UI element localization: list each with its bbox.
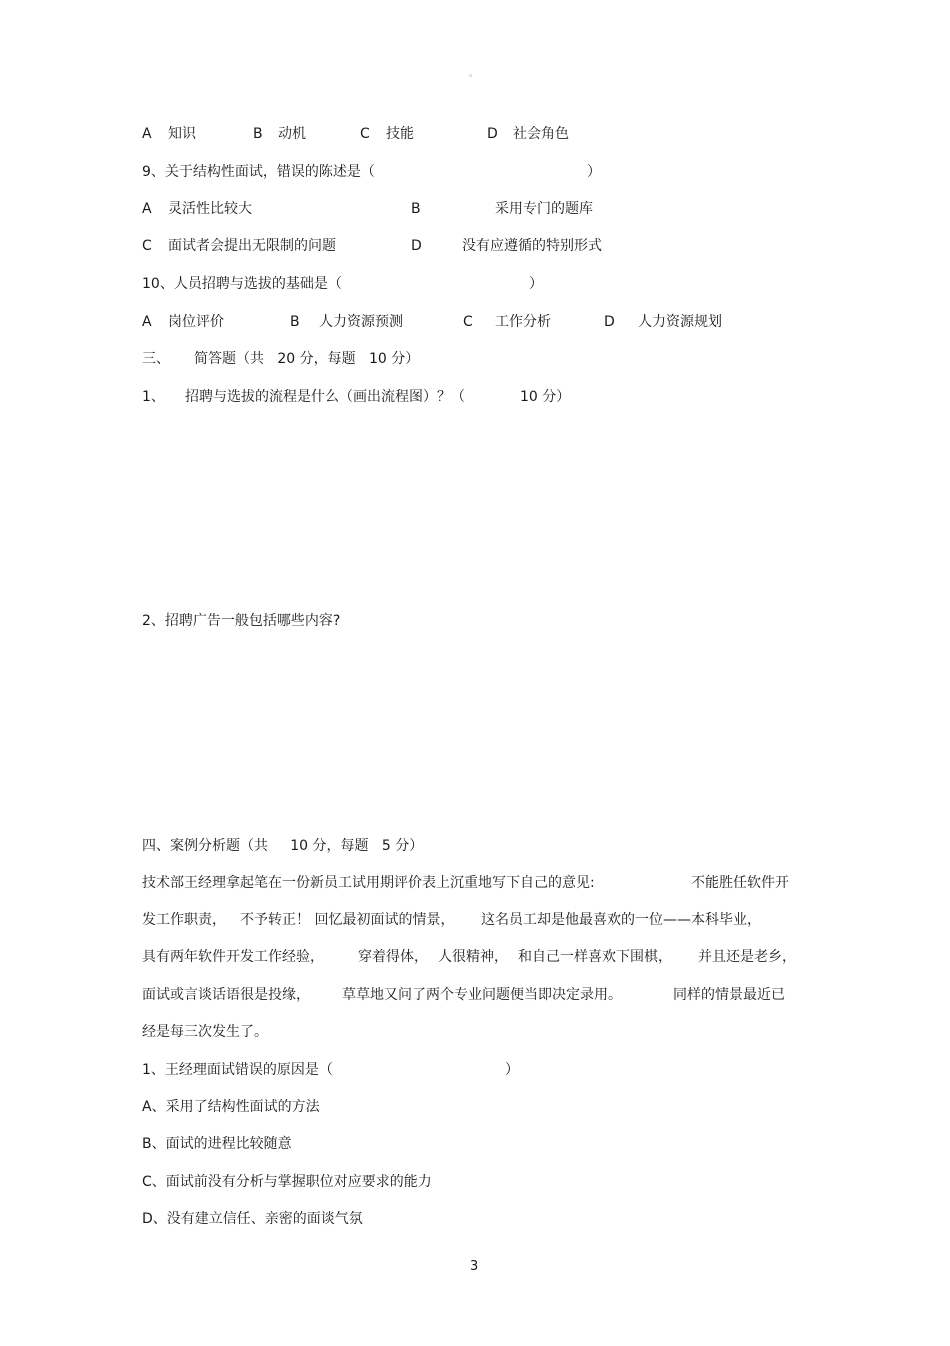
s3-q1-number: 1、 — [142, 389, 165, 405]
q9-option-c-letter: C — [142, 238, 152, 254]
case-line-1a: 技术部王经理拿起笔在一份新员工试用期评价表上沉重地写下自己的意见: — [142, 875, 595, 891]
q9-option-b-letter: B — [411, 201, 421, 217]
q10-option-a-letter: A — [142, 314, 152, 330]
page-number: 3 — [470, 1259, 479, 1274]
q8-option-c-text: 技能 — [386, 126, 414, 142]
q9-option-c-text: 面试者会提出无限制的问题 — [168, 238, 336, 254]
q9-option-d-text: 没有应遵循的特别形式 — [462, 238, 602, 254]
section3-number: 三、 — [142, 351, 170, 367]
q10-option-d-letter: D — [604, 314, 615, 330]
q8-option-b-text: 动机 — [278, 126, 306, 142]
s4-q1-option-a: A、采用了结构性面试的方法 — [142, 1099, 320, 1115]
case-line-1b: 不能胜任软件开 — [691, 875, 789, 891]
q8-option-a-letter: A — [142, 126, 152, 142]
q9-option-a-text: 灵活性比较大 — [168, 201, 252, 217]
q8-option-c-letter: C — [360, 126, 370, 142]
q10-stem: 10、人员招聘与选拔的基础是（ — [142, 276, 342, 292]
q10-option-b-letter: B — [290, 314, 300, 330]
q8-option-a-text: 知识 — [168, 126, 196, 142]
case-line-3a: 具有两年软件开发工作经验， — [142, 949, 324, 965]
case-line-3d: 和自己一样喜欢下围棋， — [518, 949, 672, 965]
s4-q1-stem: 1、王经理面试错误的原因是（ — [142, 1062, 333, 1078]
q8-option-b-letter: B — [253, 126, 263, 142]
s4-q1-option-c: C、面试前没有分析与掌握职位对应要求的能力 — [142, 1174, 432, 1190]
case-line-4c: 同样的情景最近已 — [673, 987, 785, 1003]
case-line-2c: 这名员工却是他最喜欢的一位——本科毕业， — [481, 912, 761, 928]
s3-q1-text: 招聘与选拔的流程是什么（画出流程图）？（ — [185, 389, 465, 405]
q9-close: ） — [587, 164, 601, 180]
case-line-4a: 面试或言谈话语很是投缘， — [142, 987, 310, 1003]
case-line-5: 经是每三次发生了。 — [142, 1024, 268, 1040]
case-line-3b: 穿着得体， — [358, 949, 428, 965]
case-line-3e: 并且还是老乡， — [698, 949, 796, 965]
q10-option-c-letter: C — [463, 314, 473, 330]
q9-option-b-text: 采用专门的题库 — [495, 201, 593, 217]
q10-option-c-text: 工作分析 — [495, 314, 551, 330]
q9-option-a-letter: A — [142, 201, 152, 217]
q10-option-d-text: 人力资源规划 — [638, 314, 722, 330]
case-line-2b: 不予转正！ 回忆最初面试的情景， — [240, 912, 455, 928]
q8-option-d-text: 社会角色 — [513, 126, 569, 142]
q10-option-a-text: 岗位评价 — [168, 314, 224, 330]
case-line-3c: 人很精神， — [438, 949, 508, 965]
s3-q1-score: 10 分） — [520, 389, 571, 405]
s4-q1-option-d: D、没有建立信任、亲密的面谈气氛 — [142, 1211, 363, 1227]
s4-q1-close: ） — [505, 1062, 519, 1078]
section4-heading: 四、案例分析题（共 10 分，每题 5 分） — [142, 838, 424, 854]
q10-close: ） — [529, 276, 543, 292]
q9-option-d-letter: D — [411, 238, 422, 254]
s3-q2-text: 2、招聘广告一般包括哪些内容? — [142, 613, 341, 629]
case-line-4b: 草草地又问了两个专业问题便当即决定录用。 — [342, 987, 622, 1003]
q10-option-b-text: 人力资源预测 — [319, 314, 403, 330]
header-mark: 。 — [469, 69, 479, 79]
case-line-2a: 发工作职责， — [142, 912, 226, 928]
section3-heading: 简答题（共 20 分，每题 10 分） — [194, 351, 420, 367]
q8-option-d-letter: D — [487, 126, 498, 142]
s4-q1-option-b: B、面试的进程比较随意 — [142, 1136, 292, 1152]
q9-stem: 9、关于结构性面试，错误的陈述是（ — [142, 164, 375, 180]
